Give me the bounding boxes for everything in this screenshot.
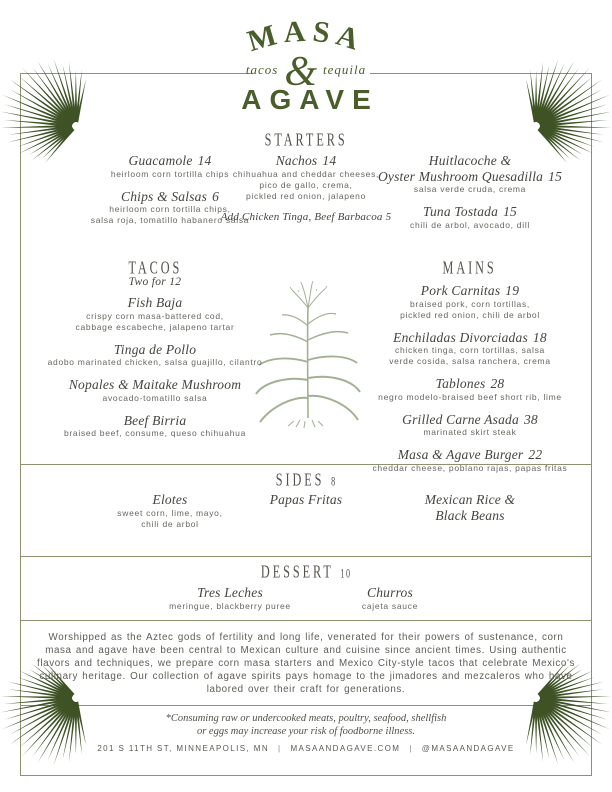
item-name: Guacamole	[128, 153, 193, 168]
section-price: 10	[340, 567, 352, 581]
menu-item	[25, 377, 285, 404]
mains-heading	[356, 258, 584, 278]
brand-name-bottom: AGAVE	[241, 84, 379, 115]
item-desc: heirloom corn tortilla chips	[110, 168, 230, 179]
item-name: Black Beans	[435, 507, 505, 523]
section-title: MAINS	[442, 257, 498, 278]
tacos-heading	[35, 258, 275, 278]
menu-item	[356, 204, 584, 231]
menu-item	[346, 283, 594, 321]
sides-heading	[0, 470, 612, 490]
about-paragraph: Worshipped as the Aztec gods of fertility and long life, venerated for their powers of sustenance, corn masa and agave have been central to Mexican culture and cuisine since ancient times. Using authentic flavors and techniques, we prepare corn masa starters and Mexico City-style tacos that celebrate Mexico's culinary heritage. Our collection of agave spirits pays homage to the jimadores and mezcaleros who have labored over their craft for generations.	[37, 632, 575, 695]
item-price: 6	[212, 188, 220, 204]
dessert-column-2	[290, 585, 490, 621]
item-desc: pico de gallo, crema,	[259, 179, 353, 190]
starters-column-3	[356, 153, 584, 240]
item-name: Fish Baja	[127, 295, 183, 310]
item-price: 14	[197, 153, 212, 168]
section-title: SIDES	[275, 469, 325, 490]
menu-item	[346, 330, 594, 368]
item-price: 15	[548, 168, 563, 184]
item-desc: salsa roja, tomatillo habanero salsa	[90, 215, 250, 225]
item-desc: cheddar cheese, poblano rajas, papas fritas	[372, 462, 568, 473]
item-desc: chili de arbol, avocado, dill	[410, 219, 530, 230]
item-name: Masa & Agave Burger	[397, 447, 524, 462]
item-desc: avocado-tomatillo salsa	[102, 392, 208, 403]
menu-item	[25, 295, 285, 333]
menu-item	[25, 413, 285, 440]
item-name: Nopales & Maitake Mushroom	[68, 377, 242, 392]
item-name: Oyster Mushroom Quesadilla	[377, 168, 544, 184]
disclaimer-line: *Consuming raw or undercooked meats, poultry, seafood, shellfish	[165, 713, 447, 724]
item-price: 14	[322, 153, 337, 168]
item-name: Tres Leches	[197, 585, 263, 600]
footer-address: 201 S 11TH ST, MINNEAPOLIS, MN	[97, 744, 269, 753]
item-desc: negro modelo-braised beef short rib, lime	[378, 391, 562, 402]
dessert-heading	[0, 562, 612, 582]
menu-item	[25, 342, 285, 369]
item-price: 38	[523, 411, 538, 427]
menu-item	[290, 585, 490, 612]
menu-item	[346, 412, 594, 439]
item-name: Tinga de Pollo	[113, 341, 197, 357]
consumption-disclaimer	[0, 712, 612, 738]
section-price: 8	[330, 475, 337, 489]
ampersand-flourish: &	[284, 49, 317, 95]
item-name: Mexican Rice &	[424, 492, 516, 507]
footer-contact	[0, 744, 612, 753]
section-title: STARTERS	[264, 129, 348, 150]
item-name: Churros	[367, 585, 413, 600]
item-desc: marinated skirt steak	[423, 427, 517, 437]
item-name: Huitlacoche &	[428, 153, 512, 168]
item-price: 18	[532, 329, 547, 345]
starters-heading	[0, 130, 612, 150]
footer-separator: |	[278, 744, 282, 753]
item-name: Elotes	[152, 492, 188, 507]
menu-item	[370, 492, 570, 523]
item-desc: salsa verde cruda, crema	[413, 184, 527, 194]
item-desc: crispy corn masa-battered cod,	[86, 310, 224, 321]
tacos-deal: Two for 12	[128, 276, 182, 288]
item-desc: chili de arbol	[141, 518, 199, 529]
item-price: 19	[505, 283, 520, 298]
item-name: Chips & Salsas	[120, 188, 208, 204]
item-name: Beef Birria	[123, 412, 187, 428]
item-name: Tuna Tostada	[423, 204, 499, 219]
section-title: DESSERT	[260, 561, 334, 582]
item-name: Papas Fritas	[269, 492, 343, 507]
brand-name-top: MASA	[243, 14, 369, 59]
item-name: Nachos	[275, 153, 318, 168]
dessert-divider	[20, 556, 592, 557]
menu-item	[346, 376, 594, 403]
item-name: Grilled Carne Asada	[402, 411, 519, 427]
item-name: Tablones	[435, 376, 486, 391]
sides-column-3	[370, 492, 570, 532]
item-desc: braised pork, corn tortillas,	[410, 298, 530, 309]
item-desc: braised beef, consume, queso chihuahua	[63, 428, 247, 438]
footer-website: MASAANDAGAVE.COM	[290, 744, 401, 753]
disclaimer-line: or eggs may increase your risk of foodborne illness.	[196, 726, 416, 737]
menu-item	[356, 153, 584, 195]
addon-note: Add Chicken Tinga, Beef Barbacoa 5	[220, 210, 392, 223]
item-desc: verde cosida, salsa ranchera, crema	[389, 356, 551, 366]
item-desc: heirloom corn tortilla chips,	[109, 204, 231, 214]
item-name: Enchiladas Divorciadas	[393, 329, 528, 345]
tacos-column	[25, 295, 285, 448]
item-desc: pickled red onion, chili de arbol	[400, 309, 540, 320]
footer-social: @MASAANDAGAVE	[421, 744, 515, 753]
item-name: Pork Carnitas	[420, 283, 501, 298]
item-desc: pickled red onion, jalapeno	[245, 190, 367, 201]
mains-column	[346, 283, 594, 483]
section-title: TACOS	[128, 257, 182, 278]
item-desc: cabbage escabeche, jalapeno tartar	[75, 321, 235, 332]
footer-separator: |	[409, 744, 413, 753]
item-desc: chihuahua and cheddar cheeses,	[232, 168, 380, 179]
item-desc: meringue, blackberry puree	[169, 600, 291, 611]
tagline-tequila: tequila	[323, 62, 367, 77]
item-desc: chicken tinga, corn tortillas, salsa	[395, 345, 545, 355]
item-desc: cajeta sauce	[361, 600, 419, 611]
item-desc: adobo marinated chicken, salsa guajillo, cilantro	[47, 357, 263, 367]
tagline-tacos: tacos	[245, 62, 279, 77]
item-desc: sweet corn, lime, mayo,	[117, 507, 223, 518]
item-price: 28	[490, 376, 505, 391]
item-price: 15	[503, 204, 517, 219]
item-price: 22	[528, 447, 543, 462]
